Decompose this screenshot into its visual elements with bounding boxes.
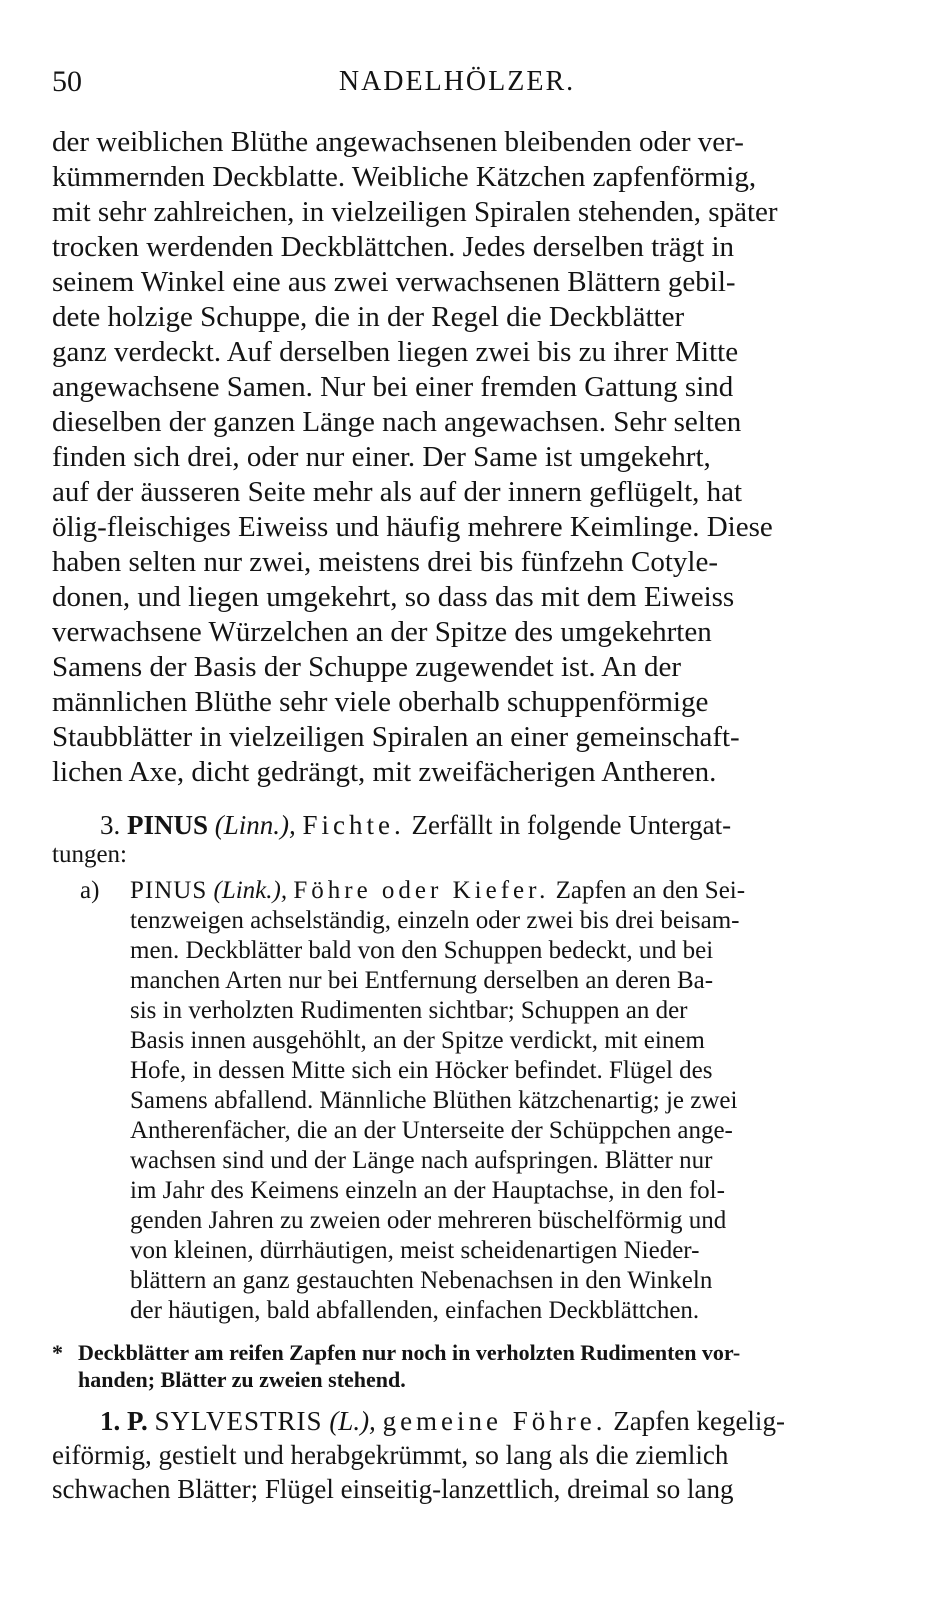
species-heading [100, 1404, 785, 1438]
subgenus-line: manchen Arten nur bei Entfernung derselben an deren Ba- [130, 967, 714, 994]
body-line: Staubblätter in vielzeiligen Spiralen an einer gemeinschaft- [52, 721, 740, 753]
body-line: ölig-fleischiges Eiweiss und häufig mehrere Keimlinge. Diese [52, 511, 773, 543]
subgenus-line: wachsen sind und der Länge nach aufspringen. Blätter nur [130, 1147, 713, 1174]
genus-common-name: Fichte. [302, 810, 405, 840]
species-number: 1. P. [100, 1406, 148, 1436]
subgenus-common-name: Föhre oder Kiefer. [293, 877, 550, 904]
body-line: dete holzige Schuppe, die in der Regel die Deckblätter [52, 301, 685, 333]
footnote-line: handen; Blätter zu zweien stehend. [78, 1367, 406, 1392]
species-name: SYLVESTRIS [154, 1406, 323, 1436]
body-line: seinem Winkel eine aus zwei verwachsenen Blättern gebil- [52, 266, 736, 298]
subgenus-line: men. Deckblätter bald von den Schuppen bedeckt, und bei [130, 937, 714, 964]
body-line: lichen Axe, dicht gedrängt, mit zweifächerigen Antheren. [52, 756, 717, 788]
footnote-marker: * [52, 1340, 63, 1365]
body-line: finden sich drei, oder nur einer. Der Same ist umgekehrt, [52, 441, 711, 473]
subgenus-line: von kleinen, dürrhäutigen, meist scheidenartigen Nieder- [130, 1237, 700, 1264]
genus-heading [100, 808, 731, 842]
subgenus-line: der häutigen, bald abfallenden, einfachen Deckblättchen. [130, 1297, 700, 1324]
species-line: eiförmig, gestielt und herabgekrümmt, so lang als die ziemlich [52, 1440, 729, 1470]
body-line: haben selten nur zwei, meistens drei bis fünfzehn Cotyle- [52, 546, 718, 578]
body-line: angewachsene Samen. Nur bei einer fremden Gattung sind [52, 371, 734, 403]
page-number: 50 [52, 65, 82, 98]
body-line: Samens der Basis der Schuppe zugewendet ist. An der [52, 651, 681, 683]
body-line: männlichen Blüthe sehr viele oberhalb schuppenförmige [52, 686, 709, 718]
body-line: trocken werdenden Deckblättchen. Jedes derselben trägt in [52, 231, 735, 263]
species-common-name: gemeine Föhre. [382, 1406, 607, 1436]
subgenus-line: Basis innen ausgehöhlt, an der Spitze verdickt, mit einem [130, 1027, 705, 1054]
subgenus-line: sis in verholzten Rudimenten sichtbar; Schuppen an der [130, 997, 688, 1024]
genus-number: 3. [100, 810, 121, 840]
subgenus-label: a) [80, 877, 100, 904]
genus-heading-continuation: tungen: [52, 841, 127, 868]
genus-authority: (Linn.), [214, 810, 296, 840]
body-line: kümmernden Deckblatte. Weibliche Kätzchen zapfenförmig, [52, 161, 757, 193]
subgenus-line: genden Jahren zu zweien oder mehreren büschelförmig und [130, 1207, 727, 1234]
subgenus-line: Samens abfallend. Männliche Blüthen kätzchenartig; je zwei [130, 1087, 738, 1114]
body-line: verwachsene Würzelchen an der Spitze des umgekehrten [52, 616, 712, 648]
page-header [52, 62, 862, 102]
footnote-line: Deckblätter am reifen Zapfen nur noch in verholzten Rudimenten vor- [78, 1340, 741, 1365]
subgenus-name: PINUS [130, 877, 208, 904]
subgenus-line: Antherenfächer, die an der Unterseite der Schüppchen ange- [130, 1117, 733, 1144]
body-line: der weiblichen Blüthe angewachsenen bleibenden oder ver- [52, 126, 744, 158]
genus-description: Zerfällt in folgende Untergat- [411, 810, 732, 840]
subgenus-first-line [130, 876, 745, 906]
running-head: NADELHÖLZER. [338, 66, 576, 97]
subgenus-description: Zapfen an den Sei- [555, 877, 746, 904]
body-line: donen, und liegen umgekehrt, so dass das mit dem Eiweiss [52, 581, 735, 613]
body-line: ganz verdeckt. Auf derselben liegen zwei bis zu ihrer Mitte [52, 336, 739, 368]
body-line: mit sehr zahlreichen, in vielzeiligen Spiralen stehenden, später [52, 196, 778, 228]
body-line: dieselben der ganzen Länge nach angewachsen. Sehr selten [52, 406, 742, 438]
species-description: Zapfen kegelig- [613, 1406, 785, 1436]
species-line: schwachen Blätter; Flügel einseitig-lanzettlich, dreimal so lang [52, 1474, 734, 1504]
subgenus-authority: (Link.), [213, 877, 288, 904]
genus-name: PINUS [127, 810, 209, 840]
subgenus-line: im Jahr des Keimens einzeln an der Hauptachse, in den fol- [130, 1177, 725, 1204]
body-line: auf der äusseren Seite mehr als auf der innern geflügelt, hat [52, 476, 743, 508]
subgenus-line: Hofe, in dessen Mitte sich ein Höcker befindet. Flügel des [130, 1057, 713, 1084]
subgenus-line: blättern an ganz gestauchten Nebenachsen in den Winkeln [130, 1267, 713, 1294]
subgenus-line: tenzweigen achselständig, einzeln oder zwei bis drei beisam- [130, 907, 740, 934]
species-authority: (L.), [329, 1406, 376, 1436]
